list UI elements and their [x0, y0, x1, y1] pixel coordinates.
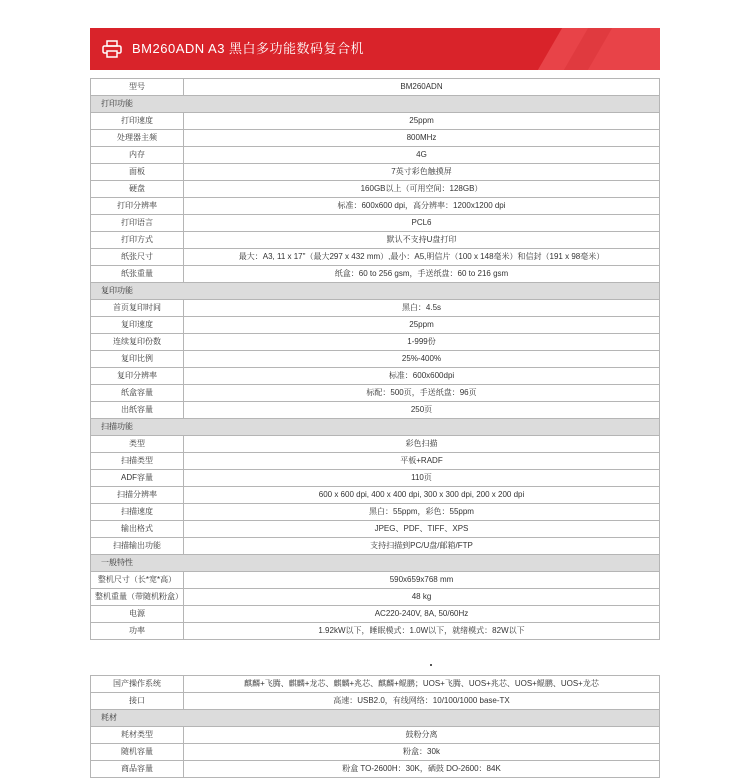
- product-title: BM260ADN A3 黑白多功能数码复合机: [132, 41, 365, 56]
- spec-row: [91, 300, 660, 317]
- spec-value: 1.92kW以下，睡眠模式：1.0W以下，就绪模式：82W以下: [184, 623, 660, 640]
- spec-row: [91, 317, 660, 334]
- spec-value: 黑白：55ppm，彩色：55ppm: [184, 504, 660, 521]
- spec-row: [91, 572, 660, 589]
- spec-key: 扫描分辨率: [91, 487, 184, 504]
- spec-row: [91, 589, 660, 606]
- spec-value: 麒麟+飞腾、麒麟+龙芯、麒麟+兆芯、麒麟+鲲鹏；UOS+飞腾、UOS+兆芯、UOS+鲲鹏、UOS+龙芯: [184, 676, 660, 693]
- spec-value: 160GB以上（可用空间：128GB）: [184, 181, 660, 198]
- spec-row: [91, 693, 660, 710]
- spec-key: 扫描类型: [91, 453, 184, 470]
- spec-key: 连续复印份数: [91, 334, 184, 351]
- spec-key: 扫描输出功能: [91, 538, 184, 555]
- spec-row: [91, 521, 660, 538]
- section-label: 打印功能: [91, 96, 660, 113]
- section-label: 扫描功能: [91, 419, 660, 436]
- spec-key: 输出格式: [91, 521, 184, 538]
- spec-value: 平板+RADF: [184, 453, 660, 470]
- spec-value: 1-999份: [184, 334, 660, 351]
- spec-row: [91, 470, 660, 487]
- spec-value: 800MHz: [184, 130, 660, 147]
- spec-row: [91, 334, 660, 351]
- spec-row: [91, 727, 660, 744]
- spec-key: 国产操作系统: [91, 676, 184, 693]
- spec-value: 标准：600x600dpi: [184, 368, 660, 385]
- spec-value: 最大：A3, 11 x 17"（最大297 x 432 mm）,最小：A5,明信片（100 x 148毫米）和信封（191 x 98毫米）: [184, 249, 660, 266]
- spec-key: 首页复印时间: [91, 300, 184, 317]
- spec-value: 标配：500页，手送纸盘：96页: [184, 385, 660, 402]
- spec-key: 功率: [91, 623, 184, 640]
- spec-row: [91, 232, 660, 249]
- spec-value: 110页: [184, 470, 660, 487]
- spec-key: 整机重量（带随机粉盒）: [91, 589, 184, 606]
- spec-value: 7英寸彩色触摸屏: [184, 164, 660, 181]
- section-label: 一般特性: [91, 555, 660, 572]
- spec-table-main: [90, 78, 660, 640]
- spec-row: [91, 504, 660, 521]
- spec-key: 随机容量: [91, 744, 184, 761]
- spec-key: ADF容量: [91, 470, 184, 487]
- printer-icon: [102, 40, 122, 58]
- spec-key: 商品容量: [91, 761, 184, 778]
- section-header: [91, 710, 660, 727]
- spec-row: [91, 538, 660, 555]
- section-header: [91, 419, 660, 436]
- spec-value: 标准：600x600 dpi，高分辨率：1200x1200 dpi: [184, 198, 660, 215]
- spec-key: 型号: [91, 79, 184, 96]
- spec-key: 面板: [91, 164, 184, 181]
- spec-row: [91, 215, 660, 232]
- spec-value: 鼓粉分离: [184, 727, 660, 744]
- spec-value: 250页: [184, 402, 660, 419]
- spec-key: 耗材类型: [91, 727, 184, 744]
- spec-key: 打印速度: [91, 113, 184, 130]
- spec-value: 黑白：4.5s: [184, 300, 660, 317]
- spec-row: [91, 130, 660, 147]
- section-header: [91, 555, 660, 572]
- spec-row: [91, 266, 660, 283]
- spec-row: [91, 164, 660, 181]
- separator-dot: [430, 664, 432, 666]
- spec-value: BM260ADN: [184, 79, 660, 96]
- spec-row: [91, 181, 660, 198]
- spec-value: PCL6: [184, 215, 660, 232]
- spec-key: 处理器主频: [91, 130, 184, 147]
- spec-value: 48 kg: [184, 589, 660, 606]
- spec-value: 25%-400%: [184, 351, 660, 368]
- spec-value: 600 x 600 dpi, 400 x 400 dpi, 300 x 300 dpi, 200 x 200 dpi: [184, 487, 660, 504]
- spec-value: JPEG、PDF、TIFF、XPS: [184, 521, 660, 538]
- spec-row: [91, 113, 660, 130]
- spec-key: 打印语言: [91, 215, 184, 232]
- section-header: [91, 96, 660, 113]
- section-header: [91, 283, 660, 300]
- spec-row: [91, 198, 660, 215]
- spec-key: 电源: [91, 606, 184, 623]
- spec-row: [91, 453, 660, 470]
- spec-value: 纸盒：60 to 256 gsm，手送纸盘：60 to 216 gsm: [184, 266, 660, 283]
- spec-key: 复印分辨率: [91, 368, 184, 385]
- spec-key: 纸盒容量: [91, 385, 184, 402]
- spec-key: 类型: [91, 436, 184, 453]
- spec-value: 默认不支持U盘打印: [184, 232, 660, 249]
- spec-row: [91, 385, 660, 402]
- spec-key: 扫描速度: [91, 504, 184, 521]
- spec-row: [91, 368, 660, 385]
- product-header: [90, 28, 660, 70]
- spec-row: [91, 606, 660, 623]
- spec-key: 硬盘: [91, 181, 184, 198]
- spec-value: 25ppm: [184, 113, 660, 130]
- spec-row: [91, 744, 660, 761]
- spec-row: [91, 79, 660, 96]
- spec-key: 打印方式: [91, 232, 184, 249]
- spec-value: 粉盒 TO-2600H：30K，硒鼓 DO-2600：84K: [184, 761, 660, 778]
- section-label: 复印功能: [91, 283, 660, 300]
- spec-key: 纸张尺寸: [91, 249, 184, 266]
- spec-key: 打印分辨率: [91, 198, 184, 215]
- spec-value: 粉盒：30k: [184, 744, 660, 761]
- spec-value: 支持扫描到PC/U盘/邮箱/FTP: [184, 538, 660, 555]
- spec-value: AC220-240V, 8A, 50/60Hz: [184, 606, 660, 623]
- spec-row: [91, 147, 660, 164]
- spec-key: 接口: [91, 693, 184, 710]
- spec-value: 彩色扫描: [184, 436, 660, 453]
- spec-row: [91, 487, 660, 504]
- spec-row: [91, 249, 660, 266]
- spec-key: 内存: [91, 147, 184, 164]
- spec-row: [91, 436, 660, 453]
- spec-row: [91, 623, 660, 640]
- spec-value: 高速：USB2.0，有线网络：10/100/1000 base-TX: [184, 693, 660, 710]
- spec-key: 出纸容量: [91, 402, 184, 419]
- spec-value: 590x659x768 mm: [184, 572, 660, 589]
- spec-row: [91, 351, 660, 368]
- spec-key: 纸张重量: [91, 266, 184, 283]
- section-label: 耗材: [91, 710, 660, 727]
- spec-row: [91, 676, 660, 693]
- spec-key: 整机尺寸（长*宽*高）: [91, 572, 184, 589]
- spec-row: [91, 402, 660, 419]
- spec-value: 4G: [184, 147, 660, 164]
- spec-key: 复印速度: [91, 317, 184, 334]
- spec-row: [91, 761, 660, 778]
- spec-table-extra: [90, 675, 660, 778]
- spec-value: 25ppm: [184, 317, 660, 334]
- spec-key: 复印比例: [91, 351, 184, 368]
